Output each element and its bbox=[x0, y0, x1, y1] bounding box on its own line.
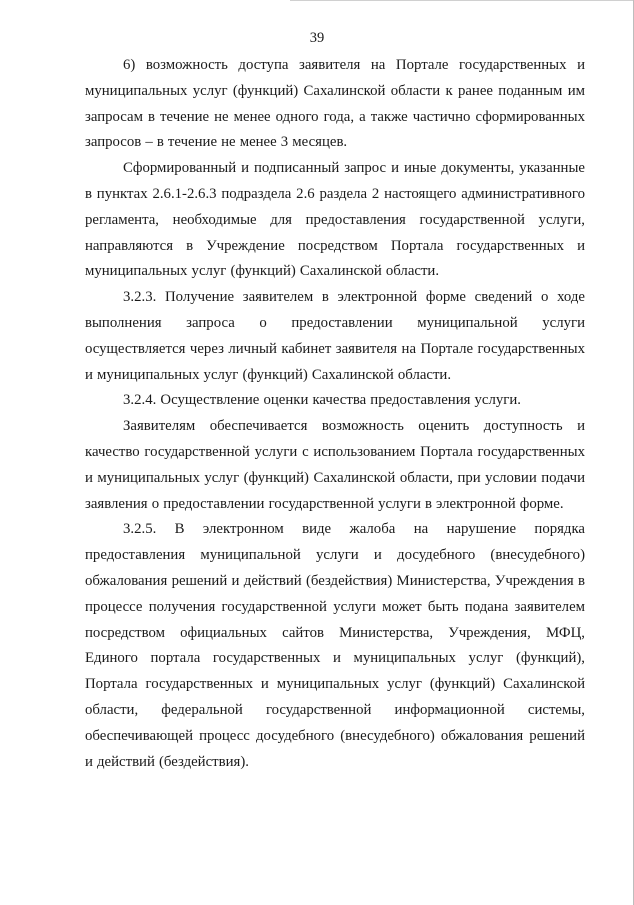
top-scan-edge bbox=[290, 0, 634, 1]
page-number: 39 bbox=[309, 30, 325, 46]
paragraph-submission: Сформированный и подписанный запрос и иные документы, указанные в пунктах 2.6.1-2.6.3 подраздела 2.6 раздела 2 настоящего административного регламента, необходимые для предоставления государственной услуги, направляются в Учреждение посредством Портала государственных и муниципальных услуг (функций) Сахалинской области. bbox=[85, 160, 585, 280]
paragraph-quality-assessment: Заявителям обеспечивается возможность оценить доступность и качество государственной услуги с использованием Портала государственных и муниципальных услуг (функций) Сахалинской области, при условии подачи заявления о предоставлении государственной услуги в электронной форме. bbox=[85, 418, 585, 512]
paragraph-item-6: 6) возможность доступа заявителя на Портале государственных и муниципальных услуг (функций) Сахалинской области к ранее поданным им запросам в течение не менее одного года, а также частично сформированных запросов – в течение не менее 3 месяцев. bbox=[85, 57, 585, 151]
paragraph-3-2-3: 3.2.3. Получение заявителем в электронной форме сведений о ходе выполнения запроса о предоставлении муниципальной услуги осуществляется через личный кабинет заявителя на Портале государственных и муниципальных услуг (функций) Сахалинской области. bbox=[85, 289, 585, 383]
document-body bbox=[85, 53, 585, 775]
paragraph-3-2-4: 3.2.4. Осуществление оценки качества предоставления услуги. bbox=[123, 392, 521, 409]
paragraph-3-2-5: 3.2.5. В электронном виде жалоба на нарушение порядка предоставления муниципальной услуги и досудебного (внесудебного) обжалования решений и действий (бездействия) Министерства, Учреждения в процессе получения государственной услуги может быть подана заявителем посредством официальных сайтов Министерства, Учреждения, МФЦ, Единого портала государственных и муниципальных услуг (функций), Портала государственных и муниципальных услуг (функций) Сахалинской области, федеральной государственной информационной системы, обеспечивающей процесс досудебного (внесудебного) обжалования решений и действий (бездействия). bbox=[85, 521, 585, 770]
